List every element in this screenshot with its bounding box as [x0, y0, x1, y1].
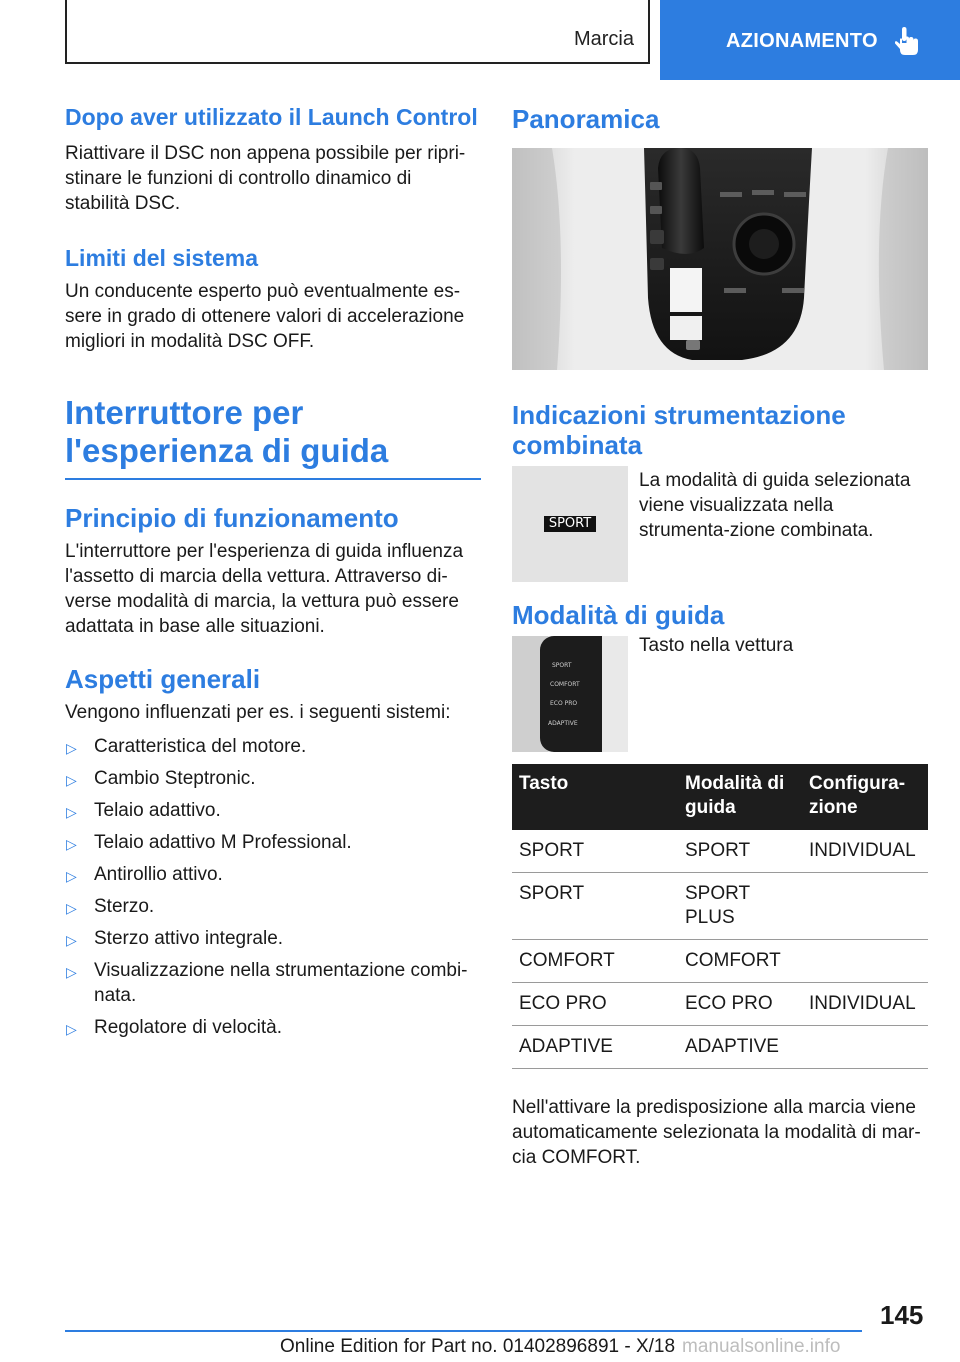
footer-rule: [65, 1330, 862, 1332]
triangle-bullet-icon: ▷: [66, 964, 77, 980]
table-cell: INDIVIDUAL: [802, 830, 928, 873]
driving-modes-row: [512, 636, 928, 752]
triangle-bullet-icon: ▷: [66, 836, 77, 852]
cluster-display-photo: [512, 466, 628, 582]
header-section-title: Marcia: [573, 28, 634, 50]
triangle-bullet-icon: ▷: [66, 932, 77, 948]
page-number: 145: [880, 1300, 924, 1330]
main-section-title: Interruttore per l'esperienza di guida: [65, 394, 389, 469]
list-item: ▷ Cambio Steptronic.: [65, 766, 481, 791]
table-cell: ECO PRO: [512, 983, 678, 1026]
principle-heading: Principio di funzionamento: [65, 503, 399, 533]
triangle-bullet-icon: ▷: [66, 900, 77, 916]
table-cell: ADAPTIVE: [678, 1026, 802, 1069]
switch-label-comfort: COMFORT: [550, 681, 580, 688]
triangle-bullet-icon: ▷: [66, 1021, 77, 1037]
principle-text: L'interruttore per l'esperienza di guida influenza l'assetto di marcia della vettura. Attraverso di-verse modalità di marcia, la vettura può essere adattata in base alle situazioni.: [65, 541, 464, 637]
triangle-bullet-icon: ▷: [66, 740, 77, 756]
table-cell: SPORT PLUS: [678, 873, 802, 940]
list-item: ▷ Sterzo.: [65, 894, 481, 919]
table-header-row: [512, 764, 928, 830]
header-chapter-tab[interactable]: [660, 0, 960, 80]
table-cell: ADAPTIVE: [512, 1026, 678, 1069]
header-section-box: [65, 0, 650, 64]
table-row: [512, 983, 928, 1026]
switch-label-sport: SPORT: [552, 662, 572, 669]
mode-switch-photo: [512, 636, 628, 752]
affected-systems-list: [65, 734, 481, 1040]
triangle-bullet-icon: ▷: [66, 868, 77, 884]
right-column: [512, 104, 928, 1170]
table-cell: COMFORT: [678, 940, 802, 983]
pointing-hand-icon: [894, 26, 920, 56]
switch-panel: [540, 636, 602, 752]
switch-label-adaptive: ADAPTIVE: [548, 720, 578, 727]
table-header-cell: Tasto: [512, 764, 678, 830]
left-column: [65, 104, 481, 1047]
header-chapter-label: AZIONAMENTO: [726, 30, 878, 52]
general-aspects-heading: Aspetti generali: [65, 664, 261, 694]
driving-modes-table: [512, 764, 928, 1069]
display-heading: Indicazioni strumentazione combinata: [512, 400, 846, 460]
table-cell: ECO PRO: [678, 983, 802, 1026]
overview-heading: Panoramica: [512, 104, 660, 134]
table-cell: SPORT: [512, 873, 678, 940]
display-row: [512, 466, 928, 582]
main-section-rule: [65, 478, 481, 480]
general-aspects-intro: Vengono influenzati per es. i seguenti sistemi:: [65, 702, 451, 723]
launch-control-text: Riattivare il DSC non appena possibile per ripri-stinare le funzioni di controllo dinamico di stabilità DSC.: [65, 143, 466, 214]
list-item: ▷ Telaio adattivo M Professional.: [65, 830, 481, 855]
driving-modes-heading: Modalità di guida: [512, 600, 725, 630]
driving-modes-text: Tasto nella vettura: [639, 635, 794, 656]
list-item: ▷ Regolatore di velocità.: [65, 1015, 481, 1040]
table-row: [512, 940, 928, 983]
center-console-illustration: [512, 148, 928, 370]
table-header-cell: Modalità di guida: [678, 764, 802, 830]
switch-label-eco-pro: ECO PRO: [550, 700, 578, 707]
system-limits-text: Un conducente esperto può eventualmente es-sere in grado di ottenere valori di accelerazione migliori in modalità DSC OFF.: [65, 281, 465, 352]
table-cell: COMFORT: [512, 940, 678, 983]
watermark-text: manualsonline.info: [682, 1336, 841, 1357]
table-cell: [802, 1026, 928, 1069]
list-item: ▷ Antirollio attivo.: [65, 862, 481, 887]
list-item: ▷ Caratteristica del motore.: [65, 734, 481, 759]
launch-control-heading: Dopo aver utilizzato il Launch Control: [65, 104, 478, 130]
list-item: ▷ Sterzo attivo integrale.: [65, 926, 481, 951]
display-text: La modalità di guida selezionata viene visualizzata nella strumenta-zione combinata.: [639, 470, 911, 541]
edition-footer: Online Edition for Part no. 01402896891 - X/18: [280, 1336, 676, 1357]
sport-mode-badge: SPORT: [544, 516, 596, 532]
table-cell: SPORT: [678, 830, 802, 873]
table-cell: [802, 940, 928, 983]
table-row: [512, 873, 928, 940]
list-item: ▷ Visualizzazione nella strumentazione combi-nata.: [66, 960, 468, 1006]
table-cell: INDIVIDUAL: [802, 983, 928, 1026]
triangle-bullet-icon: ▷: [66, 772, 77, 788]
table-header-cell: Configura-zione: [802, 764, 928, 830]
table-cell: SPORT: [512, 830, 678, 873]
table-row: [512, 830, 928, 873]
list-item: ▷ Telaio adattivo.: [65, 798, 481, 823]
closing-text: Nell'attivare la predisposizione alla marcia viene automaticamente selezionata la modalità di mar-cia COMFORT.: [512, 1097, 921, 1168]
center-console-photo: [512, 148, 928, 370]
system-limits-heading: Limiti del sistema: [65, 245, 259, 271]
triangle-bullet-icon: ▷: [66, 804, 77, 820]
table-cell: [802, 873, 928, 940]
table-row: [512, 1026, 928, 1069]
